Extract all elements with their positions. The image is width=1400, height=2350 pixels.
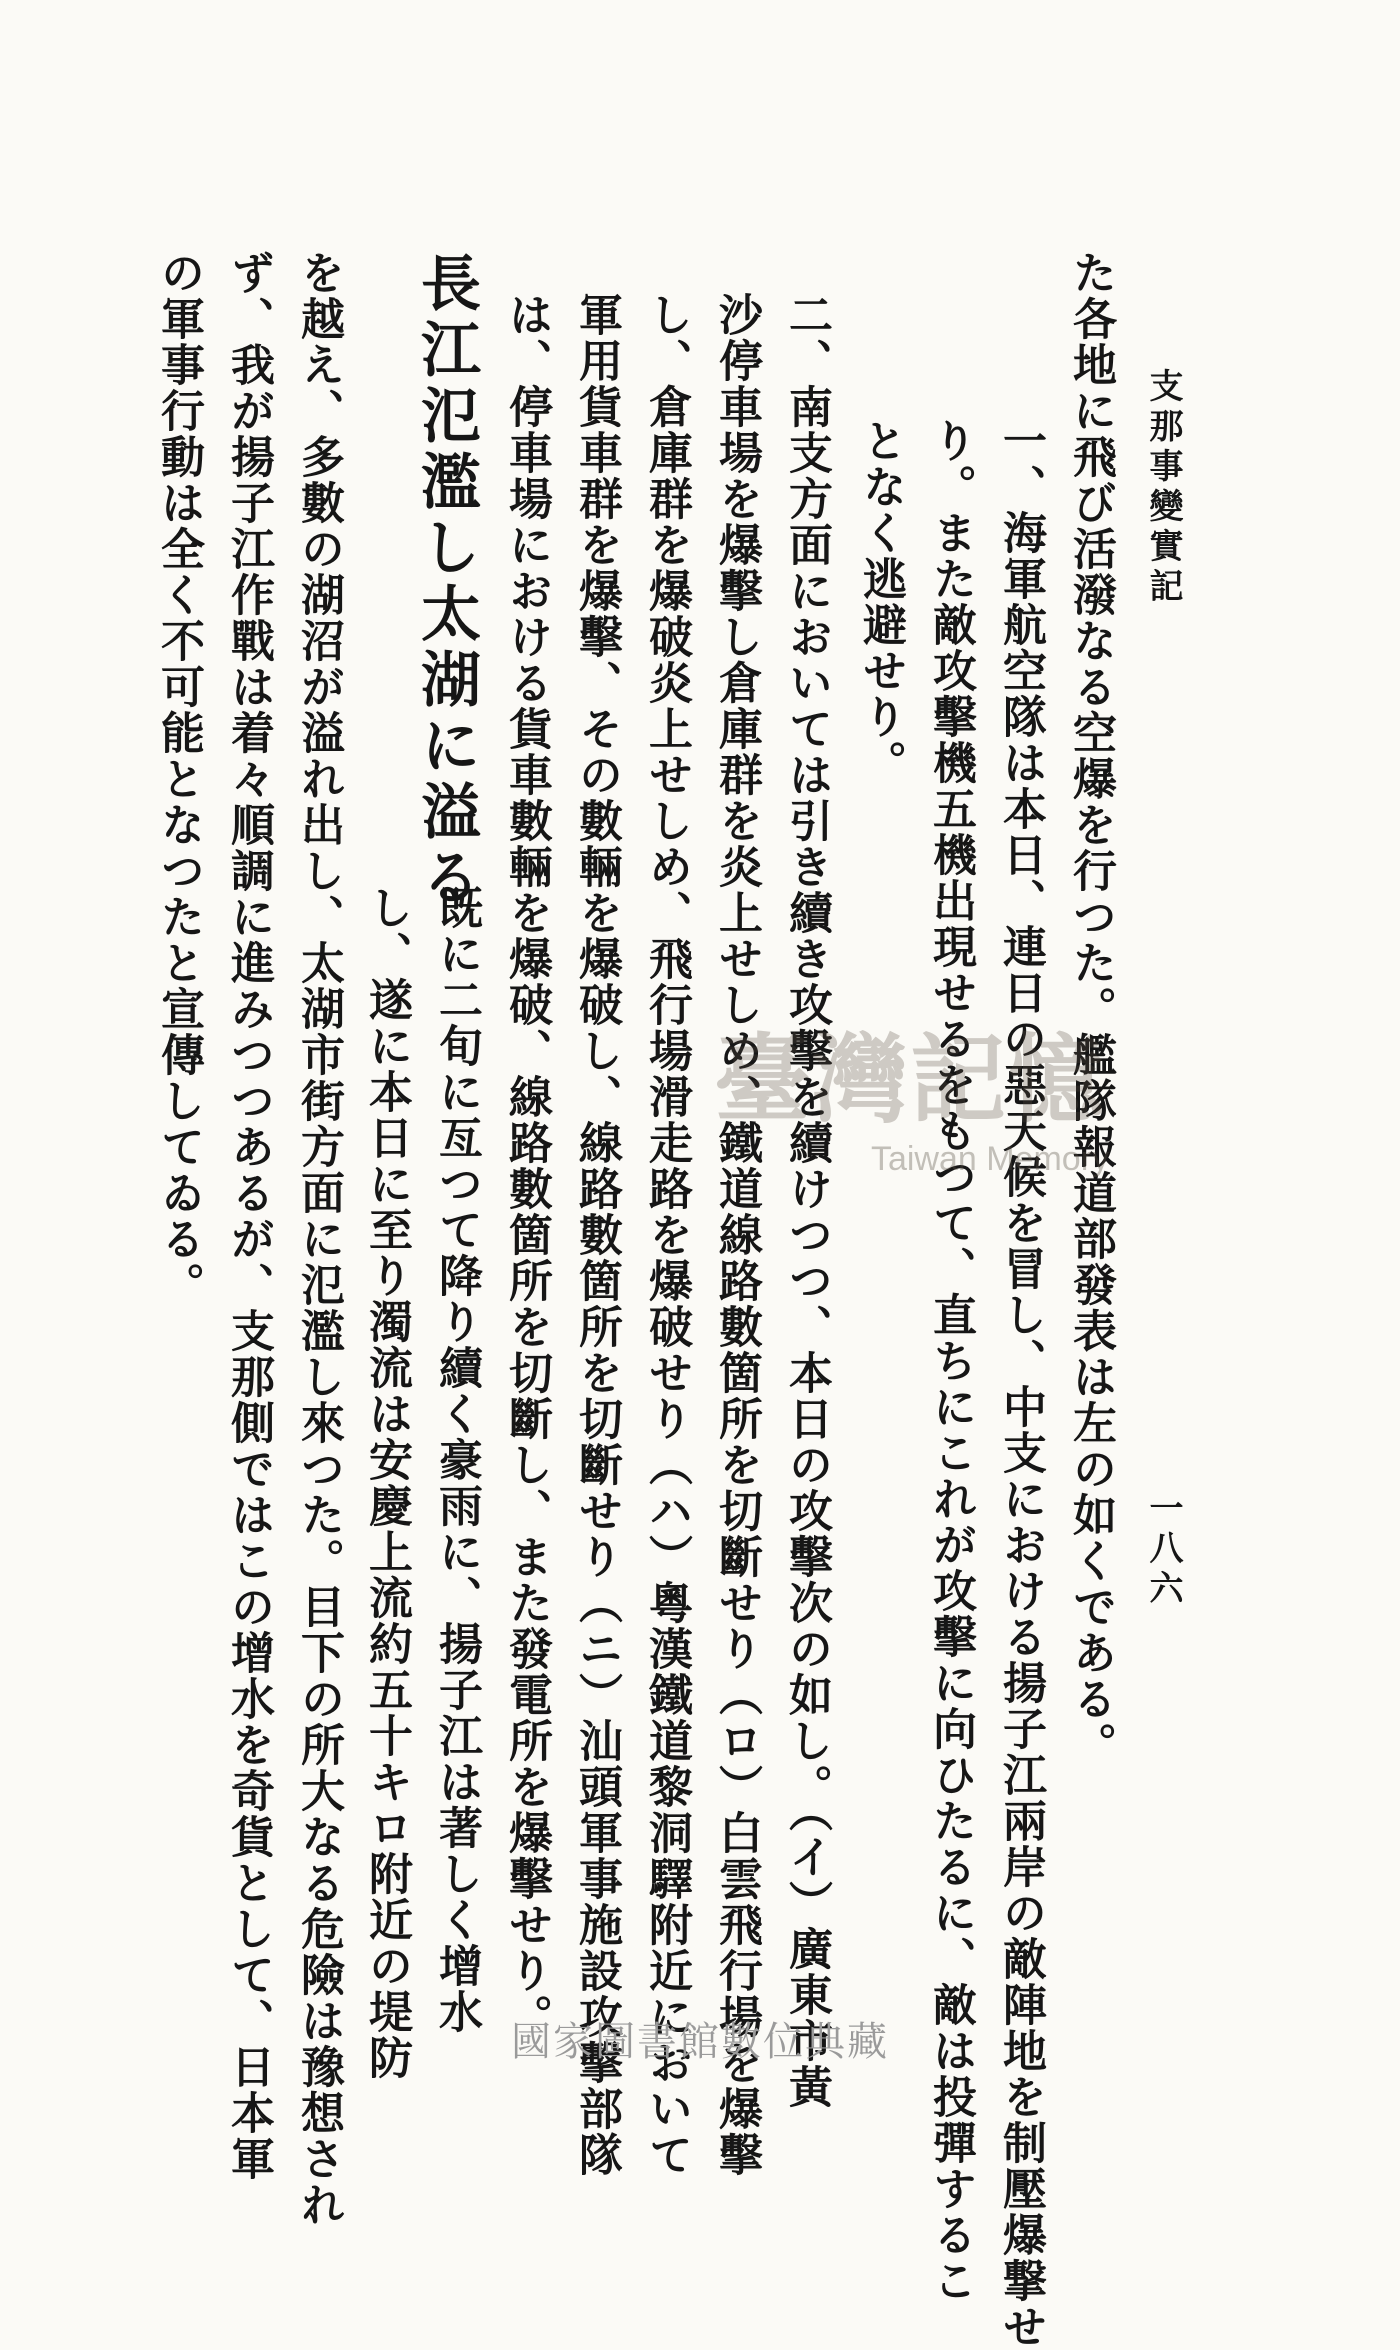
watermark-title: 臺灣記憶 (714, 1023, 1106, 1136)
text-column: の軍事行動は全く不可能となつたと宣傳してゐる。 (153, 250, 204, 1308)
text-column: ず、我が揚子江作戰は着々順調に進みつつあるが、支那側ではこの增水を奇貨として、日本軍 (223, 250, 274, 2182)
text-column: となく逃避せり。 (855, 418, 906, 786)
text-column: 二、南支方面においては引き續き攻擊を續けつつ、本日の攻擊次の如し。（イ）廣東市黃 (781, 292, 832, 2110)
running-title: 支那事變實記 (1143, 368, 1183, 608)
text-column: 一、海軍航空隊は本日、連日の惡天候を冒し、中支における揚子江兩岸の敵陣地を制壓爆撃せ (995, 418, 1046, 2350)
text-column: 既に二旬に亙つて降り續く豪雨に、揚子江は著しく增水 (431, 885, 482, 2035)
page-number: 一八六 (1143, 1490, 1183, 1610)
text-column: し、遂に本日に至り濁流は安慶上流約五十キロ附近の堤防 (361, 885, 412, 2081)
text-column: た各地に飛び活潑なる空爆を行つた。艦隊報道部發表は左の如くである。 (1065, 250, 1116, 1768)
watermark-subtitle: Taiwan Memory (870, 1140, 1110, 1178)
text-column: は、停車場における貨車數輛を爆破、線路數箇所を切斷し、また發電所を爆擊せり。 (501, 292, 552, 2040)
text-column: し、倉庫群を爆破炎上せしめ、飛行場滑走路を爆破せり（ハ）粵漢鐵道黎洞驛附近において (641, 292, 692, 2178)
text-column: を越え、多數の湖沼が溢れ出し、太湖市街方面に氾濫し來つた。目下の所大なる危險は豫想され (293, 250, 344, 2228)
text-column: 沙停車場を爆擊し倉庫群を炎上せしめ、鐵道線路數箇所を切斷せり（ロ）白雲飛行場を爆擊 (711, 292, 762, 2178)
footer-credit: 國家圖書館數位典藏 (511, 2019, 889, 2065)
section-heading: 長江氾濫し太湖に溢る (411, 252, 481, 912)
text-column: 軍用貨車群を爆擊、その數輛を爆破し、線路數箇所を切斷せり（ニ）汕頭軍事施設攻擊部隊 (571, 292, 622, 2178)
text-column: り。また敵攻擊機五機出現せるをもつて、直ちにこれが攻擊に向ひたるに、敵は投彈するこ (925, 418, 976, 2304)
